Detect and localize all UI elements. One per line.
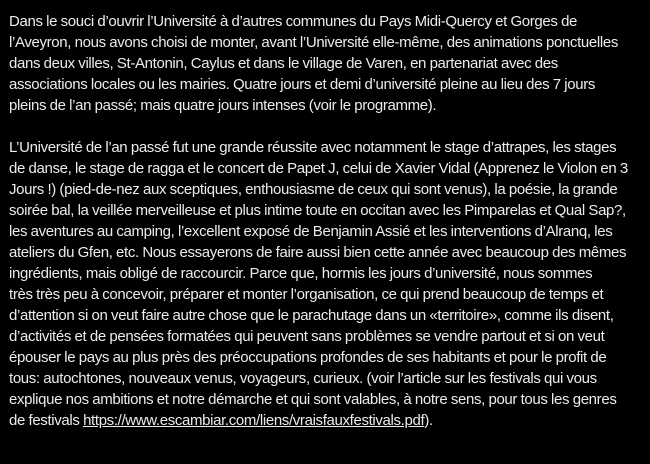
- festivals-article-link[interactable]: https://www.escambiar.com/liens/vraisfauxfestivals.pdf: [83, 412, 425, 429]
- text-line: ingrédients, mais obligé de raccourcir. Parce que, hormis les jours d’université, nous sommes: [9, 265, 593, 282]
- text-line: associations locales ou les mairies. Quatre jours et demi d’université pleine au lieu des 7 jours: [9, 76, 596, 93]
- last-line-prefix: de festivals: [9, 412, 84, 429]
- text-line: dans deux villes, St-Antonin, Caylus et dans le village de Varen, en partenariat avec des: [9, 55, 558, 72]
- paragraph-review: [9, 137, 645, 431]
- text-line-last: [9, 410, 645, 431]
- text-line: épouser le pays au plus près des préoccupations profondes de ses habitants et pour le profit de: [9, 349, 607, 366]
- text-line: Jours !) (pied-de-nez aux sceptiques, enthousiasme de ceux qui sont venus), la poésie, la grande: [9, 181, 618, 198]
- document-body: [9, 11, 645, 431]
- text-line: l’Aveyron, nous avons choisi de monter, avant l’Université elle-même, des animations ponctuelles: [9, 34, 618, 51]
- paragraph-gap: [9, 116, 645, 137]
- text-line: ateliers du Gfen, etc. Nous essayerons de faire aussi bien cette année avec beaucoup des mêmes: [9, 244, 627, 261]
- text-line: pleins de l’an passé; mais quatre jours intenses (voir le programme).: [9, 97, 437, 114]
- text-line: d’activités et de pensées formatées qui peuvent sans problèmes se vendre partout et si on veut: [9, 328, 605, 345]
- text-line: tous: autochtones, nouveaux venus, voyageurs, curieux. (voir l’article sur les festivals qui vous: [9, 370, 597, 387]
- text-line: soirée bal, la veillée merveilleuse et plus intime toute en occitan avec les Pimparelas et Qual Sap?,: [9, 202, 626, 219]
- text-line: les aventures au camping, l’excellent exposé de Benjamin Assié et les interventions d’Alranq, les: [9, 223, 613, 240]
- last-line-suffix: ).: [424, 412, 433, 429]
- text-line: explique nos ambitions et notre démarche et qui sont valables, à notre sens, pour tous les genres: [9, 391, 617, 408]
- paragraph-intro: [9, 11, 645, 116]
- text-line: très très peu à concevoir, préparer et monter l’organisation, ce qui prend beaucoup de temps et: [9, 286, 604, 303]
- text-line: d’attention si on veut faire autre chose que le parachutage dans un «territoire», comme ils disent,: [9, 307, 614, 324]
- text-line: Dans le souci d’ouvrir l’Université à d’autres communes du Pays Midi-Quercy et Gorges de: [9, 13, 578, 30]
- text-line: L’Université de l’an passé fut une grande réussite avec notamment le stage d’attrapes, les stages: [9, 139, 617, 156]
- text-line: de danse, le stage de ragga et le concert de Papet J, celui de Xavier Vidal (Apprenez le Violon en 3: [9, 160, 628, 177]
